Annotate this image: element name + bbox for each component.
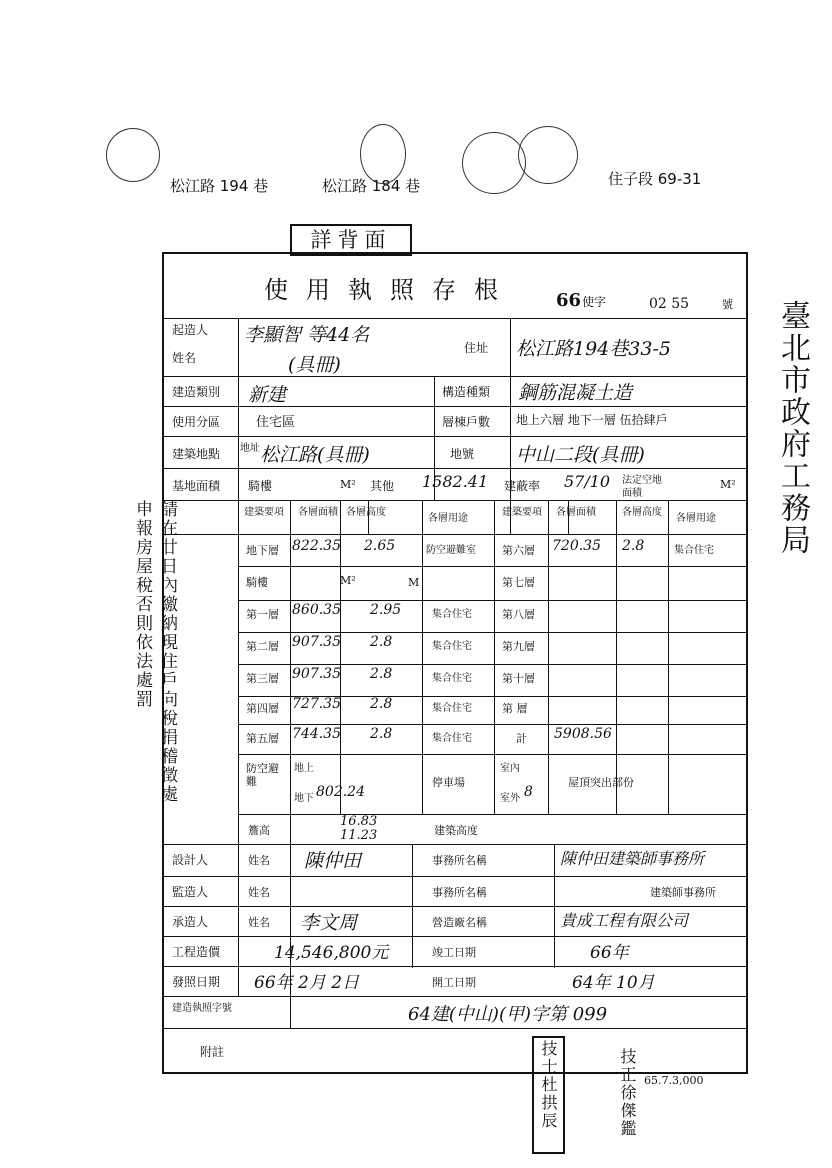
seal-stamp-1: [106, 128, 160, 182]
floor-right-area: 720.35: [552, 538, 601, 554]
other-label: 其他: [370, 479, 395, 493]
shelter-below: 地下: [294, 793, 314, 804]
site-value: 松江路(具冊): [260, 444, 370, 466]
legal-unit: M²: [720, 478, 736, 491]
side-note: 請在廿日內繳納現住戶向稅捐稽徵處申報房屋稅否則依法處罰: [132, 500, 177, 804]
building-height-label: 建築高度: [434, 824, 478, 837]
permit-label: 建造執照字號: [172, 1003, 232, 1014]
shelter-label: 防空避難: [246, 762, 279, 788]
col-header-5: 各層面積: [556, 507, 596, 518]
name-label: 姓名: [248, 854, 270, 867]
floor-left-area: 860.35: [292, 602, 341, 618]
floor-left-unit: M: [408, 576, 420, 589]
build-type-label: 建造類別: [172, 385, 221, 399]
name-label: 姓名: [172, 351, 197, 365]
parking-out: 室外: [500, 793, 520, 804]
floor-right-name: 計: [516, 732, 527, 745]
floor-left-height: 2.95: [370, 602, 402, 618]
floor-right-name: 第十層: [502, 672, 535, 685]
address-label: 住址: [464, 341, 489, 355]
col-header-2: 各層高度: [346, 507, 386, 518]
floor-right-name: 第六層: [502, 544, 535, 557]
floor-left-use: 集合住宅: [432, 641, 472, 652]
floor-left-use: 集合住宅: [432, 673, 472, 684]
cost-label: 工程造價: [172, 945, 221, 959]
floor-left-height: 2.8: [370, 726, 393, 742]
floor-left-height: 2.65: [364, 538, 396, 554]
floors-label: 層棟戶數: [442, 415, 491, 429]
floor-left-area: 907.35: [292, 634, 341, 650]
seal-stamp-4: [518, 126, 578, 184]
floor-left-area: 727.35: [292, 696, 341, 712]
eave-value-1: 16.83: [340, 814, 378, 829]
license-suffix: 號: [722, 298, 733, 311]
seal-stamp-3: [462, 132, 526, 194]
license-year: 66: [556, 290, 582, 311]
license-type: 使字: [582, 295, 607, 309]
eave-value-2: 11.23: [340, 828, 378, 843]
issue-label: 發照日期: [172, 975, 221, 989]
legal-label: 法定空地面積: [622, 475, 662, 499]
col-header-6: 各層高度: [622, 507, 662, 518]
arcade-unit: M²: [340, 478, 356, 491]
parking-out-value: 8: [524, 784, 533, 800]
note-label: 附註: [200, 1045, 225, 1059]
col-header-4: 建築要項: [502, 507, 542, 518]
floor-right-name: 第九層: [502, 640, 535, 653]
designer-label: 設計人: [172, 853, 209, 867]
designer-office: 陳仲田建築師事務所: [560, 849, 705, 868]
floor-left-area: 744.35: [292, 726, 341, 742]
address-stamp-right: 住子段 69-31: [608, 170, 702, 188]
office-label: 事務所名稱: [432, 886, 487, 899]
site-sub-label: 地址: [240, 443, 260, 454]
floor-left-name: 第三層: [246, 672, 279, 685]
floor-left-height: 2.8: [370, 634, 393, 650]
issue-value: 66年 2月 2日: [254, 973, 360, 993]
shelter-above: 地上: [294, 763, 314, 774]
address-stamp-mid: 松江路 184 巷: [322, 177, 421, 195]
arcade-label: 騎樓: [248, 479, 273, 493]
supervisor-office: 建築師事務所: [650, 886, 716, 899]
col-header-7: 各層用途: [676, 513, 716, 524]
parking-label: 停車場: [432, 776, 465, 789]
address-stamp-left: 松江路 194 巷: [170, 177, 269, 195]
factory-label: 營造廠名稱: [432, 916, 487, 929]
floor-right-name: 第八層: [502, 608, 535, 621]
area-label: 基地面積: [172, 479, 221, 493]
site-label: 建築地點: [172, 447, 221, 461]
print-code: 65.7.3,000: [644, 1074, 704, 1087]
floor-left-use: 集合住宅: [432, 703, 472, 714]
detail-title: 詳背面: [290, 224, 412, 256]
office-label: 事務所名稱: [432, 854, 487, 867]
roof-label: 屋頂突出部份: [568, 776, 634, 789]
designer-name: 陳仲田: [304, 850, 362, 872]
complete-value: 66年: [590, 943, 629, 963]
form-title: 使用執照存根: [264, 276, 516, 304]
floor-left-name: 第四層: [246, 702, 279, 715]
floor-left-height: 2.8: [370, 666, 393, 682]
floors-value: 地上六層 地下一層 伍拾肆戶: [516, 413, 668, 427]
start-value: 64年 10月: [572, 973, 655, 993]
floor-right-height: 2.8: [622, 538, 645, 554]
floor-right-use: 集合住宅: [674, 545, 714, 556]
floor-left-name: 第二層: [246, 640, 279, 653]
builder-note: (具冊): [288, 354, 341, 376]
right-margin-text: 臺北市政府工務局: [775, 300, 810, 556]
floor-left-height: 2.8: [370, 696, 393, 712]
cost-value: 14,546,800元: [274, 943, 389, 963]
structure-label: 構造種類: [442, 385, 491, 399]
col-header-3: 各層用途: [428, 513, 468, 524]
floor-right-name: 第七層: [502, 576, 535, 589]
floor-left-use: 集合住宅: [432, 609, 472, 620]
floor-right-area: 5908.56: [554, 726, 612, 742]
floor-left-name: 地下層: [246, 544, 279, 557]
floor-left-use: 防空避難室: [426, 545, 476, 556]
land-value: 中山二段(具冊): [516, 444, 645, 466]
license-number: 02 55: [649, 296, 690, 312]
col-header-0: 建築要項: [244, 507, 284, 518]
address-value: 松江路194巷33-5: [516, 338, 671, 360]
floor-left-unit: M²: [340, 574, 356, 587]
zone-label: 使用分區: [172, 415, 221, 429]
seal-stamp-2: [360, 124, 406, 184]
contractor-office: 貴成工程有限公司: [560, 911, 689, 930]
usage-license-form: [162, 252, 748, 1074]
builder-value: 李顯智 等44名: [244, 324, 370, 346]
floor-left-name: 第一層: [246, 608, 279, 621]
eave-label: 簷高: [248, 824, 270, 837]
zone-value: 住宅區: [256, 415, 296, 430]
engineer-stamp: 技士杜拱辰: [532, 1036, 565, 1154]
complete-label: 竣工日期: [432, 946, 476, 959]
chief-engineer-stamp: 技正徐傑鑑: [618, 1048, 637, 1138]
floor-left-area: 907.35: [292, 666, 341, 682]
supervisor-label: 監造人: [172, 885, 209, 899]
floor-left-name: 第五層: [246, 732, 279, 745]
floor-left-use: 集合住宅: [432, 733, 472, 744]
build-type-value: 新建: [248, 384, 287, 406]
name-label: 姓名: [248, 886, 270, 899]
shelter-below-value: 802.24: [316, 784, 365, 800]
builder-label: 起造人: [172, 323, 209, 337]
col-header-1: 各層面積: [298, 507, 338, 518]
floor-left-name: 騎樓: [246, 576, 268, 589]
floor-right-name: 第 層: [502, 702, 528, 715]
coverage-value: 57/10: [564, 472, 611, 491]
parking-in: 室內: [500, 763, 520, 774]
start-label: 開工日期: [432, 976, 476, 989]
other-value: 1582.41: [422, 472, 489, 491]
structure-value: 鋼筋混凝土造: [518, 382, 633, 404]
name-label: 姓名: [248, 916, 270, 929]
land-label: 地號: [450, 447, 475, 461]
contractor-name: 李文周: [300, 912, 358, 934]
contractor-label: 承造人: [172, 915, 209, 929]
coverage-label: 建蔽率: [504, 479, 541, 493]
permit-value: 64建(中山)(甲)字第 099: [408, 1004, 608, 1025]
floor-left-area: 822.35: [292, 538, 341, 554]
